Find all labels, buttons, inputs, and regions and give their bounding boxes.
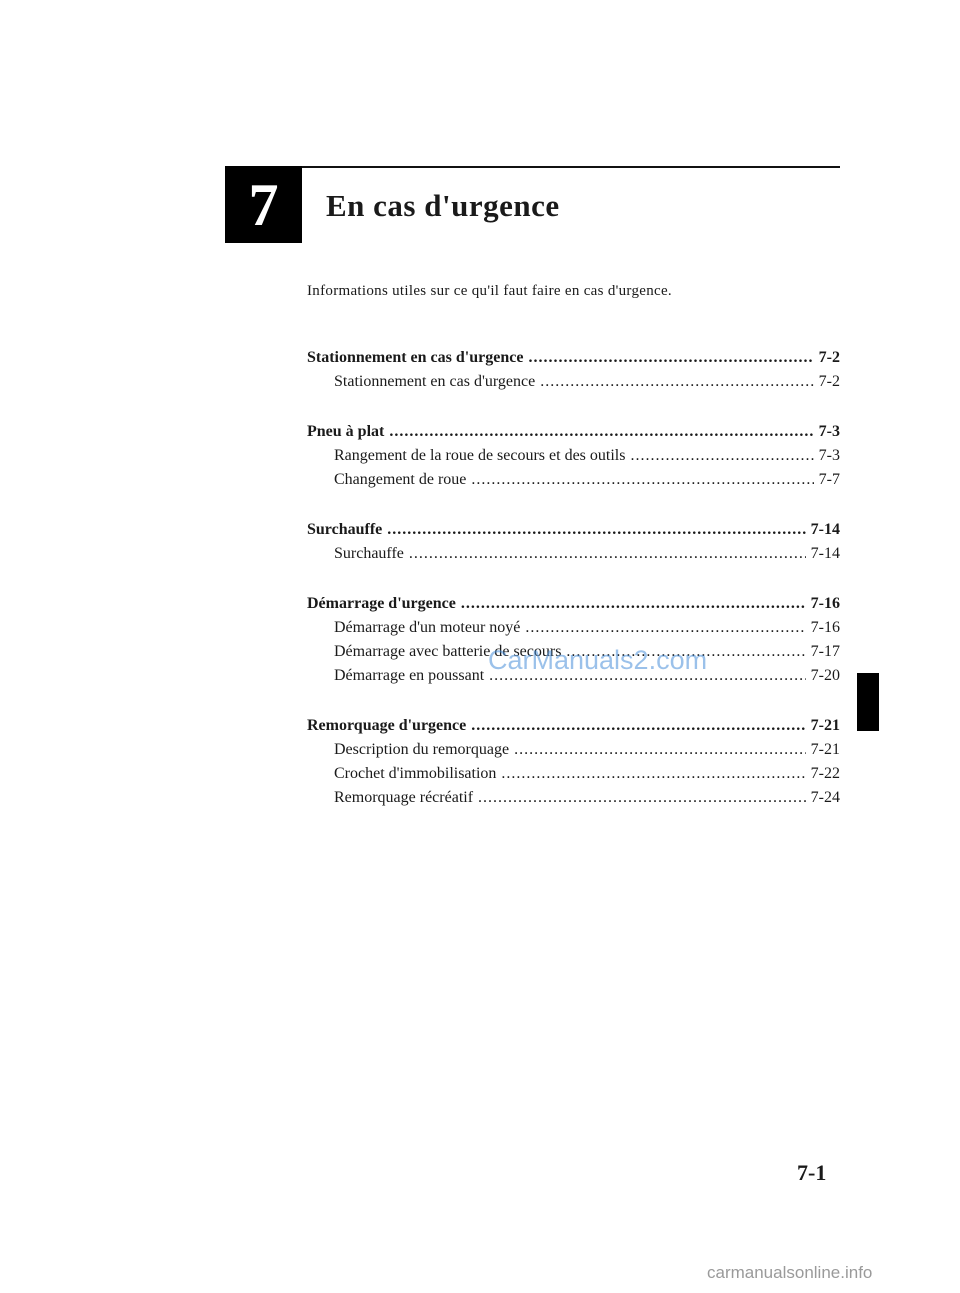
toc-subentry-label: Remorquage récréatif [334,789,474,806]
toc-leader-dots [501,762,805,786]
toc-entry-label: Surchauffe [307,521,383,538]
toc-section [307,714,840,810]
toc-leader-dots [461,592,806,616]
toc-subentry-label: Stationnement en cas d'urgence [334,373,536,390]
toc-entry[interactable] [307,714,840,738]
toc-subentry-label: Crochet d'immobilisation [334,765,497,782]
toc-entry-label: Stationnement en cas d'urgence [307,349,524,366]
toc-subentry-page: 7-2 [818,373,840,390]
toc-subentry-page: 7-16 [810,619,840,636]
toc-leader-dots [514,738,806,762]
toc-entry[interactable] [307,346,840,370]
chapter-header-rule [302,166,840,168]
page-number: 7-1 [797,1160,827,1185]
toc-subentry-page: 7-3 [818,447,840,464]
toc-entry-page: 7-14 [810,521,840,538]
toc-subentry[interactable] [307,468,840,492]
toc-leader-dots [478,786,806,810]
toc-subentry-label: Changement de roue [334,471,467,488]
toc-subentry[interactable] [307,444,840,468]
toc-leader-dots [389,420,813,444]
toc-entry-label: Remorquage d'urgence [307,717,467,734]
toc-entry[interactable] [307,592,840,616]
toc-subentry-page: 7-24 [810,789,840,806]
toc-subentry[interactable] [307,762,840,786]
toc-entry-page: 7-2 [818,349,840,366]
toc-entry[interactable] [307,518,840,542]
toc-subentry[interactable] [307,370,840,394]
toc-leader-dots [528,346,813,370]
toc-subentry[interactable] [307,616,840,640]
toc-leader-dots [471,714,805,738]
toc-leader-dots [630,444,813,468]
toc-leader-dots [409,542,806,566]
table-of-contents [307,346,840,836]
toc-subentry-page: 7-22 [810,765,840,782]
toc-entry-page: 7-21 [810,717,840,734]
chapter-number: 7 [248,171,279,238]
toc-leader-dots [471,468,813,492]
toc-leader-dots [540,370,813,394]
toc-section [307,346,840,394]
toc-entry[interactable] [307,420,840,444]
toc-subentry-label: Démarrage d'un moteur noyé [334,619,521,636]
toc-subentry-page: 7-7 [818,471,840,488]
toc-subentry[interactable] [307,786,840,810]
toc-subentry-page: 7-14 [810,545,840,562]
toc-subentry-label: Démarrage avec batterie de secours [334,643,562,660]
toc-subentry-page: 7-17 [810,643,840,660]
toc-subentry-label: Description du remorquage [334,741,510,758]
toc-entry-page: 7-3 [818,423,840,440]
toc-subentry[interactable] [307,542,840,566]
toc-subentry-label: Démarrage en poussant [334,667,485,684]
chapter-title: En cas d'urgence [326,188,560,223]
toc-leader-dots [387,518,805,542]
toc-leader-dots [525,616,805,640]
toc-entry-label: Démarrage d'urgence [307,595,456,612]
toc-entry-page: 7-16 [810,595,840,612]
chapter-thumb-tab [857,673,879,731]
toc-subentry-label: Rangement de la roue de secours et des outils [334,447,626,464]
toc-subentry-page: 7-21 [810,741,840,758]
toc-entry-label: Pneu à plat [307,423,385,440]
watermark: CarManuals2.com [488,645,708,675]
chapter-intro: Informations utiles sur ce qu'il faut faire en cas d'urgence. [307,283,672,299]
toc-subentry-label: Surchauffe [334,545,404,562]
chapter-number-box [225,166,302,243]
toc-section [307,420,840,492]
toc-subentry[interactable] [307,738,840,762]
footer-site-label: carmanualsonline.info [707,1263,873,1282]
toc-subentry-page: 7-20 [810,667,840,684]
toc-section [307,518,840,566]
